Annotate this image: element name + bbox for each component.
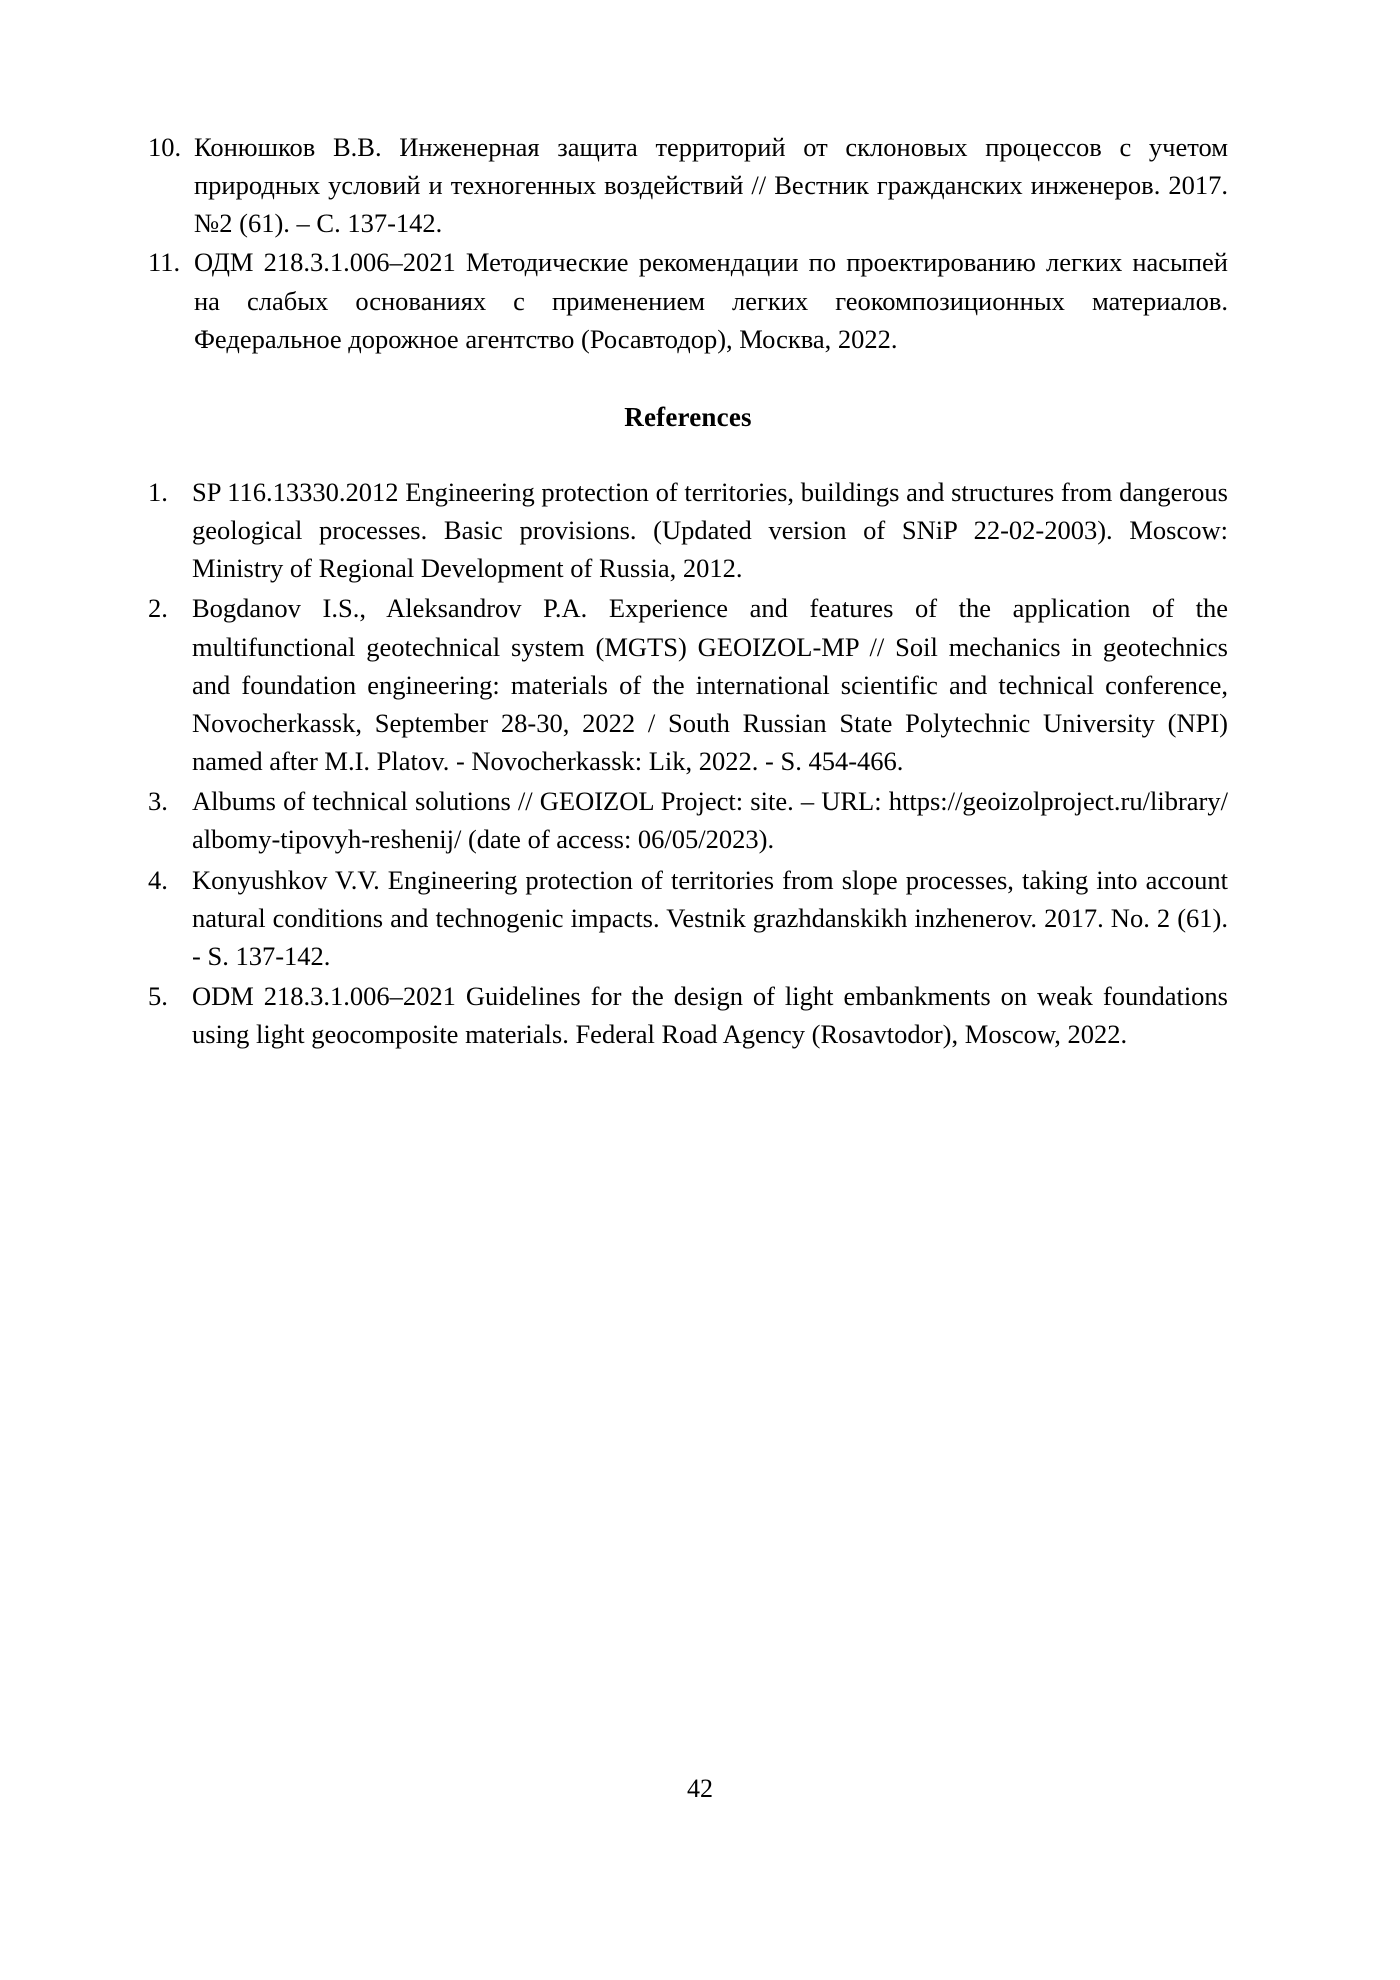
list-item <box>148 861 1228 975</box>
list-item-text: Конюшков В.В. Инженерная защита территорий от склоновых процессов с учетом природных условий и техногенных воздействий // Вестник гражданских инженеров. 2017. №2 (61). – С. 137-142. <box>194 132 1228 239</box>
list-item-number: 10. <box>148 132 182 162</box>
english-reference-list <box>148 473 1228 1053</box>
list-item <box>148 977 1228 1053</box>
references-heading: References <box>624 401 752 432</box>
list-item <box>148 782 1228 858</box>
list-item-text: SP 116.13330.2012 Engineering protection of territories, buildings and structures from dangerous geological processes. Basic provisions. (Updated version of SNiP 22-02-2003). Moscow: Ministry of Regional Development of Russia, 2012. <box>192 476 1228 584</box>
russian-reference-list <box>148 128 1228 358</box>
list-item-text: ODM 218.3.1.006–2021 Guidelines for the design of light embankments on weak foundations using light geocomposite materials. Federal Road Agency (Rosavtodor), Moscow, 2022. <box>192 980 1228 1050</box>
list-item-text: Albums of technical solutions // GEOIZOL Project: site. – URL: https://geoizolproject.ru/library/albomy-tipovyh-reshenij/ (date of access: 06/05/2023). <box>192 786 1228 855</box>
list-item-number: 1. <box>148 476 168 507</box>
list-item-number: 3. <box>148 786 168 817</box>
list-item-text: ОДМ 218.3.1.006–2021 Методические рекомендации по проектированию легких насыпей на слабых основаниях с применением легких геокомпозиционных материалов. Федеральное дорожное агентство (Росавтодор), Москва, 2022. <box>194 247 1228 354</box>
list-item <box>148 589 1228 780</box>
list-item-number: 4. <box>148 864 168 895</box>
page-number: 42 <box>687 1774 713 1803</box>
list-item-text: Bogdanov I.S., Aleksandrov P.A. Experience and features of the application of the multifunctional geotechnical system (MGTS) GEOIZOL-MP // Soil mechanics in geotechnics and foundation engineering: materials of the international scientific and technical conference, Novocherkassk, September 28-30, 2022 / South Russian State Polytechnic University (NPI) named after M.I. Platov. - Novocherkassk: Lik, 2022. - S. 454-466. <box>192 593 1228 777</box>
list-item <box>148 473 1228 587</box>
list-item-number: 5. <box>148 980 168 1011</box>
list-item-number: 2. <box>148 593 168 624</box>
list-item-number: 11. <box>148 247 181 278</box>
list-item-text: Konyushkov V.V. Engineering protection of territories from slope processes, taking into account natural conditions and technogenic impacts. Vestnik grazhdanskikh inzhenerov. 2017. No. 2 (61). - S. 137-142. <box>192 864 1228 971</box>
list-item <box>148 128 1228 242</box>
list-item <box>148 243 1228 357</box>
